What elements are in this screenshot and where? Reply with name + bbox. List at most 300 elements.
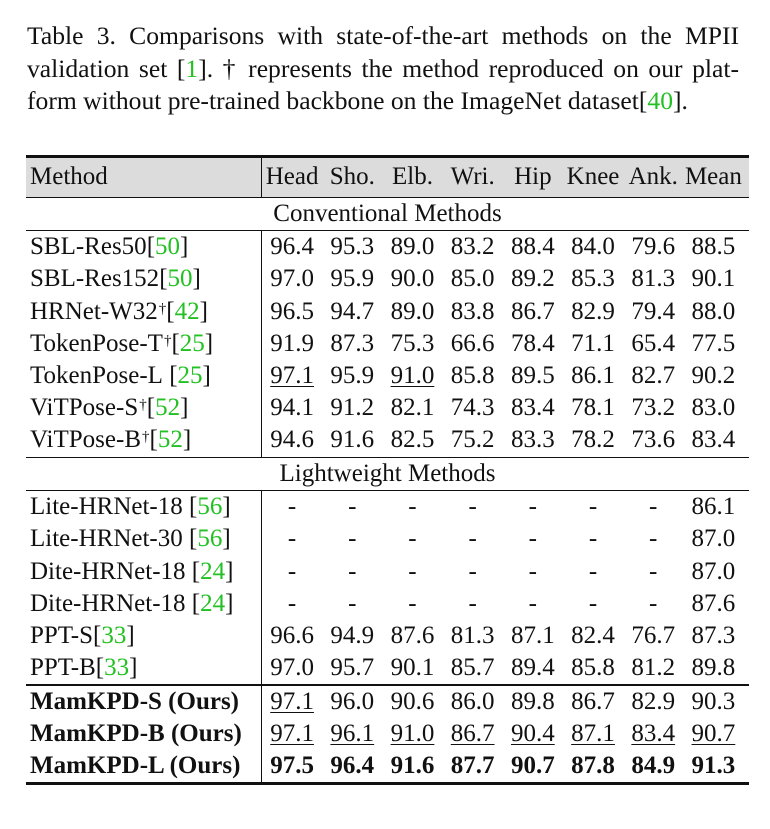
value-cell bbox=[683, 394, 743, 422]
value-cell bbox=[322, 752, 382, 780]
value-text: 87.7 bbox=[450, 751, 495, 779]
value-cell bbox=[443, 752, 503, 780]
value-text: - bbox=[528, 493, 537, 521]
value-text: 89.0 bbox=[390, 297, 435, 325]
method-cell: HRNet-W32 † [ 42 ] bbox=[26, 296, 262, 328]
value-text: 81.2 bbox=[631, 654, 676, 682]
method-name: ViTPose-B bbox=[30, 426, 141, 454]
value-cell bbox=[262, 265, 322, 293]
header-shoulder: Sho. bbox=[329, 163, 375, 191]
value-text: - bbox=[408, 557, 417, 585]
value-cell bbox=[503, 688, 563, 716]
value-cell bbox=[503, 394, 563, 422]
value-text: - bbox=[408, 493, 417, 521]
value-text: 82.7 bbox=[631, 362, 676, 390]
value-text: 78.2 bbox=[571, 426, 615, 454]
value-cell bbox=[262, 426, 322, 454]
value-cell bbox=[262, 362, 322, 390]
value-cell bbox=[503, 590, 563, 618]
table-row bbox=[26, 491, 749, 523]
value-text: 86.7 bbox=[450, 719, 495, 747]
value-text: 86.7 bbox=[571, 687, 615, 715]
bottom-rule bbox=[26, 782, 749, 785]
value-text: 84.0 bbox=[571, 233, 615, 261]
value-cell bbox=[322, 426, 382, 454]
value-text: - bbox=[588, 557, 598, 585]
value-text: 94.6 bbox=[270, 426, 314, 454]
value-text: - bbox=[528, 589, 537, 617]
value-cell bbox=[443, 493, 503, 521]
value-cell bbox=[563, 590, 623, 618]
value-text: 83.4 bbox=[510, 394, 555, 422]
value-cell bbox=[322, 233, 382, 261]
value-cell bbox=[322, 525, 382, 553]
value-text: - bbox=[588, 525, 598, 553]
value-cell bbox=[503, 720, 563, 748]
ref-bracket: [ bbox=[146, 233, 156, 261]
method-name: HRNet-W32 bbox=[30, 297, 158, 325]
value-cell bbox=[503, 265, 563, 293]
method-name: Lite-HRNet-18 bbox=[30, 493, 183, 521]
value-text: - bbox=[468, 557, 477, 585]
method-name: TokenPose-T bbox=[30, 329, 163, 357]
value-text: 86.0 bbox=[450, 687, 495, 715]
method-cell bbox=[26, 263, 262, 295]
value-text: 90.3 bbox=[691, 687, 736, 715]
value-cell bbox=[443, 233, 503, 261]
value-text: - bbox=[468, 493, 477, 521]
value-cell bbox=[623, 558, 683, 586]
table-row bbox=[26, 588, 749, 620]
value-cell bbox=[683, 233, 743, 261]
citation-link[interactable]: 50 bbox=[167, 265, 193, 293]
ref-bracket: [ bbox=[182, 525, 198, 553]
value-cell bbox=[503, 233, 563, 261]
value-cell bbox=[563, 752, 623, 780]
citation-link[interactable]: 33 bbox=[101, 621, 127, 649]
value-cell bbox=[443, 426, 503, 454]
value-cell bbox=[563, 394, 623, 422]
value-cell bbox=[322, 362, 382, 390]
value-cell bbox=[503, 622, 563, 650]
ref-bracket: ] bbox=[182, 426, 192, 454]
value-cell bbox=[563, 233, 623, 261]
value-text: 83.8 bbox=[450, 297, 495, 325]
value-text: 82.9 bbox=[571, 297, 615, 325]
section-title: Conventional Methods bbox=[273, 199, 502, 227]
value-cell bbox=[563, 558, 623, 586]
value-text: 90.7 bbox=[510, 751, 555, 779]
value-cell bbox=[623, 622, 683, 650]
caption-line-1: Table 3. Comparisons with state-of-the-art methods on the MPII bbox=[27, 21, 739, 50]
ref-bracket: ] bbox=[180, 233, 189, 261]
method-cell: TokenPose-T † [ 25 ] bbox=[26, 328, 262, 360]
header-ankle: Ank. bbox=[628, 163, 678, 191]
value-text: 83.4 bbox=[631, 719, 676, 747]
value-text: 97.0 bbox=[270, 265, 314, 293]
value-text: 91.0 bbox=[390, 719, 435, 747]
method-name: PPT-B bbox=[30, 654, 96, 682]
value-text: - bbox=[649, 557, 658, 585]
value-text: 90.2 bbox=[691, 362, 736, 390]
value-cell bbox=[322, 622, 382, 650]
value-cell bbox=[683, 654, 743, 682]
value-text: 90.1 bbox=[390, 654, 435, 682]
value-cell bbox=[683, 558, 743, 586]
ref-bracket: ] bbox=[222, 493, 231, 521]
value-text: 86.1 bbox=[571, 362, 615, 390]
value-cell bbox=[262, 622, 322, 650]
method-cell bbox=[26, 620, 262, 652]
value-text: 75.2 bbox=[450, 426, 495, 454]
header-elbow: Elb. bbox=[391, 163, 433, 191]
value-text: 79.4 bbox=[631, 297, 676, 325]
value-text: 89.8 bbox=[691, 654, 736, 682]
value-text: 76.7 bbox=[631, 621, 676, 649]
table-row bbox=[26, 718, 749, 750]
value-cell bbox=[382, 688, 442, 716]
value-text: 78.1 bbox=[571, 394, 615, 422]
method-cell bbox=[26, 750, 262, 782]
table-row bbox=[26, 231, 749, 263]
ref-bracket: [ bbox=[185, 589, 201, 617]
table-row bbox=[26, 652, 749, 684]
value-text: 81.3 bbox=[450, 621, 495, 649]
citation-link[interactable]: 24 bbox=[200, 557, 226, 585]
value-cell bbox=[503, 426, 563, 454]
value-text: 95.7 bbox=[330, 654, 375, 682]
citation-link[interactable]: 1 bbox=[185, 53, 199, 83]
value-cell bbox=[262, 330, 322, 358]
value-cell bbox=[382, 233, 442, 261]
value-text: 83.2 bbox=[450, 233, 495, 261]
value-text: 96.5 bbox=[270, 297, 314, 325]
header-mean: Mean bbox=[684, 163, 742, 191]
value-text: 87.0 bbox=[691, 557, 736, 585]
value-text: 73.6 bbox=[631, 426, 676, 454]
citation-link[interactable]: 56 bbox=[197, 525, 223, 553]
value-text: - bbox=[287, 525, 297, 553]
value-cell bbox=[443, 525, 503, 553]
value-text: 88.5 bbox=[691, 233, 736, 261]
value-cell bbox=[683, 720, 743, 748]
citation-link[interactable]: 56 bbox=[197, 493, 223, 521]
value-text: 96.4 bbox=[330, 751, 375, 779]
value-cell bbox=[623, 720, 683, 748]
citation-link[interactable]: 52 bbox=[157, 426, 183, 454]
value-text: 97.1 bbox=[270, 687, 314, 715]
value-cell bbox=[623, 752, 683, 780]
value-text: 87.1 bbox=[571, 719, 615, 747]
method-name: ViTPose-S bbox=[30, 394, 139, 422]
ref-bracket: [ bbox=[162, 362, 178, 390]
value-text: - bbox=[408, 525, 417, 553]
citation-link[interactable]: 52 bbox=[155, 394, 181, 422]
value-cell bbox=[623, 298, 683, 326]
value-text: - bbox=[468, 525, 477, 553]
section-title: Lightweight Methods bbox=[279, 459, 496, 487]
method-name: Dite-HRNet-18 bbox=[30, 589, 186, 617]
value-cell bbox=[623, 362, 683, 390]
method-name: SBL-Res50 bbox=[30, 233, 147, 261]
method-name: MamKPD-L (Ours) bbox=[30, 751, 241, 779]
value-cell bbox=[322, 493, 382, 521]
value-cell bbox=[623, 654, 683, 682]
value-cell bbox=[262, 654, 322, 682]
caption-line-2: validation set [1]. † represents the method reproduced on our plat- bbox=[27, 53, 739, 83]
value-cell bbox=[683, 426, 743, 454]
value-cell bbox=[683, 362, 743, 390]
value-cell bbox=[322, 394, 382, 422]
ref-bracket: [ bbox=[166, 297, 175, 325]
citation-link[interactable]: 50 bbox=[155, 233, 181, 261]
value-cell bbox=[623, 265, 683, 293]
value-cell bbox=[503, 654, 563, 682]
value-text: 89.0 bbox=[390, 233, 435, 261]
value-text: 89.5 bbox=[510, 362, 555, 390]
method-cell: ViTPose-S † [ 52 ] bbox=[26, 392, 262, 424]
value-text: 87.3 bbox=[330, 329, 375, 357]
value-text: 83.4 bbox=[691, 426, 736, 454]
method-cell bbox=[26, 360, 262, 392]
value-text: 86.1 bbox=[691, 493, 736, 521]
value-text: 87.8 bbox=[571, 751, 615, 779]
table-row bbox=[26, 328, 749, 360]
value-cell bbox=[262, 493, 322, 521]
value-text: 87.1 bbox=[510, 621, 555, 649]
value-cell bbox=[623, 590, 683, 618]
value-cell bbox=[503, 525, 563, 553]
value-text: - bbox=[348, 525, 357, 553]
value-cell bbox=[262, 298, 322, 326]
method-name: TokenPose-L bbox=[30, 362, 163, 390]
value-cell bbox=[623, 233, 683, 261]
value-cell bbox=[503, 752, 563, 780]
table-row bbox=[26, 296, 749, 328]
value-text: 96.6 bbox=[270, 621, 314, 649]
value-cell bbox=[382, 720, 442, 748]
value-cell bbox=[443, 622, 503, 650]
value-cell bbox=[563, 688, 623, 716]
value-cell bbox=[382, 265, 442, 293]
value-text: 97.0 bbox=[270, 654, 314, 682]
value-cell bbox=[443, 362, 503, 390]
value-cell bbox=[382, 525, 442, 553]
value-cell bbox=[683, 688, 743, 716]
value-text: 91.2 bbox=[330, 394, 375, 422]
table-row bbox=[26, 263, 749, 295]
value-text: 94.7 bbox=[330, 297, 375, 325]
value-cell bbox=[563, 265, 623, 293]
value-text: 82.9 bbox=[631, 687, 676, 715]
value-text: 87.6 bbox=[390, 621, 435, 649]
value-text: 77.5 bbox=[691, 329, 736, 357]
value-cell bbox=[382, 362, 442, 390]
value-cell bbox=[683, 525, 743, 553]
ref-bracket: ] bbox=[225, 557, 234, 585]
method-cell bbox=[26, 491, 262, 523]
table-caption bbox=[27, 20, 739, 118]
value-text: 85.8 bbox=[571, 654, 615, 682]
value-cell bbox=[683, 590, 743, 618]
value-text: 91.6 bbox=[330, 426, 375, 454]
method-name: MamKPD-S (Ours) bbox=[30, 687, 239, 715]
value-cell bbox=[503, 362, 563, 390]
value-text: 78.4 bbox=[510, 329, 555, 357]
value-text: 95.9 bbox=[330, 265, 375, 293]
method-cell: ViTPose-B † [ 52 ] bbox=[26, 424, 262, 456]
value-text: 83.0 bbox=[691, 394, 736, 422]
ref-bracket: ] bbox=[129, 654, 138, 682]
value-cell bbox=[503, 330, 563, 358]
value-text: 96.0 bbox=[330, 687, 375, 715]
value-text: 90.6 bbox=[390, 687, 435, 715]
value-cell bbox=[382, 394, 442, 422]
header-head: Head bbox=[265, 163, 319, 191]
citation-link[interactable]: 42 bbox=[174, 297, 200, 325]
value-cell bbox=[623, 688, 683, 716]
ref-bracket: ] bbox=[225, 589, 234, 617]
ref-bracket: ] bbox=[192, 265, 201, 293]
value-text: 90.1 bbox=[691, 265, 736, 293]
value-cell bbox=[322, 590, 382, 618]
value-cell bbox=[623, 493, 683, 521]
ref-bracket: [ bbox=[182, 493, 198, 521]
header-wrist: Wri. bbox=[450, 163, 495, 191]
value-text: - bbox=[287, 557, 297, 585]
value-cell bbox=[262, 394, 322, 422]
value-text: 82.1 bbox=[390, 394, 435, 422]
value-text: 91.3 bbox=[691, 751, 736, 779]
value-text: 87.6 bbox=[691, 589, 736, 617]
value-cell bbox=[322, 558, 382, 586]
value-cell bbox=[623, 330, 683, 358]
value-cell bbox=[322, 720, 382, 748]
value-cell bbox=[683, 622, 743, 650]
value-text: 95.9 bbox=[330, 362, 375, 390]
value-cell bbox=[563, 362, 623, 390]
value-text: 96.1 bbox=[330, 719, 375, 747]
value-cell bbox=[443, 298, 503, 326]
citation-link[interactable]: 25 bbox=[177, 362, 203, 390]
table-row bbox=[26, 620, 749, 652]
method-cell bbox=[26, 555, 262, 587]
caption-line-3: form without pre-trained backbone on the ImageNet dataset[40]. bbox=[27, 86, 688, 115]
value-cell bbox=[322, 688, 382, 716]
value-cell bbox=[443, 720, 503, 748]
value-cell bbox=[623, 426, 683, 454]
value-cell bbox=[563, 622, 623, 650]
value-cell bbox=[503, 493, 563, 521]
value-cell bbox=[382, 590, 442, 618]
table-row bbox=[26, 555, 749, 587]
ref-bracket: ] bbox=[222, 525, 231, 553]
table-row bbox=[26, 686, 749, 718]
method-cell bbox=[26, 686, 262, 718]
value-cell bbox=[503, 298, 563, 326]
value-text: - bbox=[588, 493, 598, 521]
value-cell bbox=[683, 330, 743, 358]
value-cell bbox=[683, 298, 743, 326]
value-text: - bbox=[348, 589, 357, 617]
value-cell bbox=[262, 558, 322, 586]
value-cell bbox=[563, 720, 623, 748]
value-cell bbox=[563, 426, 623, 454]
method-name: Lite-HRNet-30 bbox=[30, 525, 183, 553]
value-text: 86.7 bbox=[510, 297, 555, 325]
value-text: 81.3 bbox=[631, 265, 676, 293]
value-cell bbox=[443, 654, 503, 682]
value-text: 83.3 bbox=[510, 426, 555, 454]
citation-link[interactable]: 24 bbox=[200, 589, 226, 617]
value-text: 85.0 bbox=[450, 265, 495, 293]
value-text: - bbox=[528, 557, 537, 585]
value-cell bbox=[382, 558, 442, 586]
value-text: 65.4 bbox=[631, 329, 676, 357]
value-cell bbox=[322, 654, 382, 682]
value-cell bbox=[443, 558, 503, 586]
value-cell bbox=[262, 525, 322, 553]
value-cell bbox=[443, 688, 503, 716]
value-cell bbox=[262, 590, 322, 618]
value-text: 91.9 bbox=[270, 329, 314, 357]
citation-link[interactable]: 40 bbox=[647, 86, 674, 115]
value-text: 88.4 bbox=[510, 233, 555, 261]
results-table bbox=[26, 155, 749, 785]
value-cell bbox=[262, 233, 322, 261]
method-name: Dite-HRNet-18 bbox=[30, 557, 186, 585]
value-cell bbox=[382, 426, 442, 454]
ref-bracket: [ bbox=[171, 329, 180, 357]
value-text: 87.3 bbox=[691, 621, 736, 649]
value-cell bbox=[623, 394, 683, 422]
value-text: 90.7 bbox=[691, 719, 736, 747]
header-hip: Hip bbox=[514, 163, 552, 191]
value-text: 91.0 bbox=[390, 362, 435, 390]
value-cell bbox=[443, 265, 503, 293]
value-text: 85.7 bbox=[450, 654, 495, 682]
value-text: 89.4 bbox=[510, 654, 555, 682]
value-text: - bbox=[649, 589, 658, 617]
value-text: 82.4 bbox=[571, 621, 615, 649]
value-text: 66.6 bbox=[450, 329, 495, 357]
value-cell bbox=[262, 720, 322, 748]
citation-link[interactable]: 25 bbox=[179, 329, 205, 357]
ref-bracket: ] bbox=[204, 329, 214, 357]
value-cell bbox=[322, 298, 382, 326]
method-cell bbox=[26, 718, 262, 750]
method-name: PPT-S bbox=[30, 621, 94, 649]
value-text: 84.9 bbox=[631, 751, 676, 779]
value-text: 90.4 bbox=[510, 719, 555, 747]
value-cell bbox=[262, 752, 322, 780]
table-row bbox=[26, 523, 749, 555]
value-text: 96.4 bbox=[270, 233, 314, 261]
ref-bracket: [ bbox=[149, 426, 158, 454]
value-text: 95.3 bbox=[330, 233, 375, 261]
table-row bbox=[26, 424, 749, 456]
ref-bracket: ] bbox=[202, 362, 211, 390]
value-text: 85.8 bbox=[450, 362, 495, 390]
value-text: - bbox=[468, 589, 477, 617]
value-cell bbox=[563, 525, 623, 553]
value-cell bbox=[322, 265, 382, 293]
citation-link[interactable]: 33 bbox=[104, 654, 130, 682]
value-text: 94.9 bbox=[330, 621, 375, 649]
method-name: SBL-Res152 bbox=[30, 265, 160, 293]
value-text: 89.2 bbox=[510, 265, 555, 293]
table-header-row bbox=[26, 158, 749, 197]
